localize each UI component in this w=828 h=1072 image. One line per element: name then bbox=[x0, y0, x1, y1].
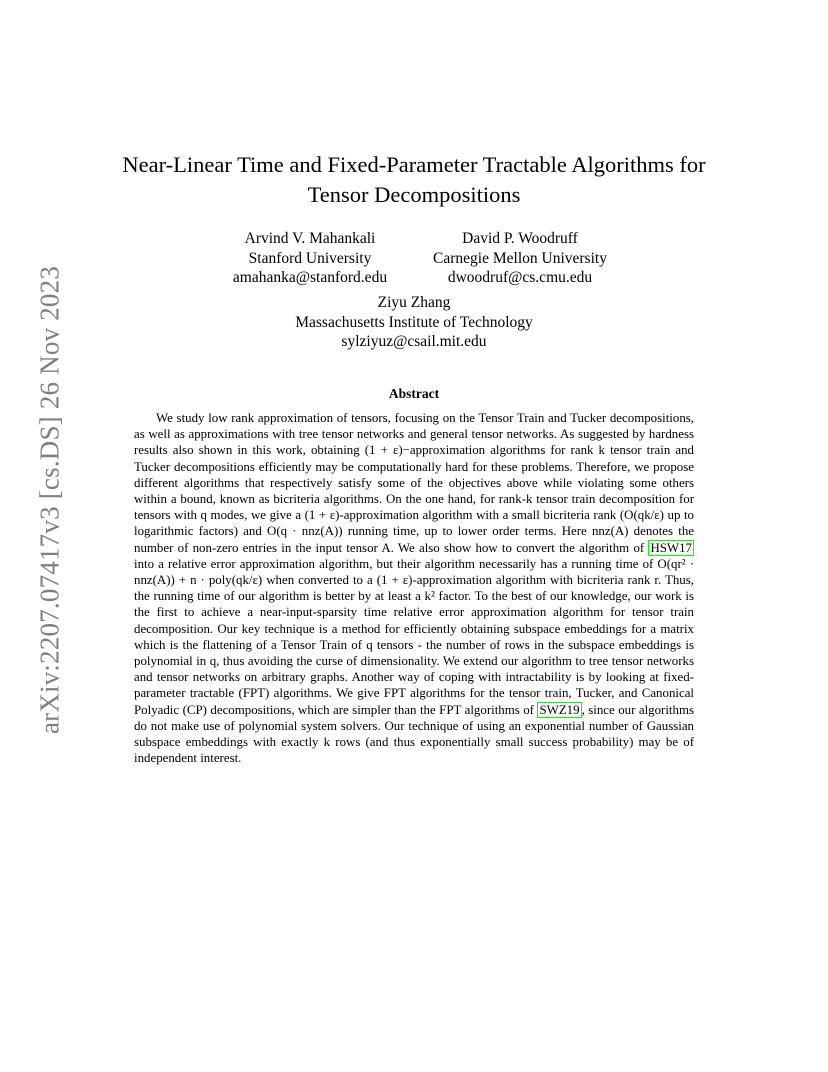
abstract-text-2: into a relative error approximation algorithm, but their algorithm necessarily has a running time of O(qr² · nnz(A)) + n · poly(qk/ε) when converted to a (1 + ε)-approximation algorithm with bicriteria rank r. Thus, the running time of our algorithm is better by at least a k² factor. To the best of our knowledge, our work is the first to achieve a near-input-sparsity time relative error approximation algorithm for tensor train decomposition. Our key technique is a method for efficiently obtaining subspace embeddings for a matrix which is the flattening of a Tensor Train of q tensors - the number of rows in the subspace embeddings is polynomial in q, thus avoiding the curse of dimensionality. We extend our algorithm to tree tensor networks and tensor networks on arbitrary graphs. Another way of coping with intractability is by looking at fixed-parameter tractable (FPT) algorithms. We give FPT algorithms for the tensor train, Tucker, and Canonical Polyadic (CP) decompositions, which are simpler than the FPT algorithms of bbox=[134, 556, 694, 717]
author-block-3 bbox=[254, 293, 574, 352]
abstract-body bbox=[134, 410, 694, 766]
author-affiliation: Carnegie Mellon University bbox=[433, 249, 607, 267]
author-name: David P. Woodruff bbox=[462, 230, 578, 247]
abstract-text-3: , since our algorithms do not make use of polynomial system solvers. Our technique of using an exponential number of Gaussian subspace embeddings with exactly k rows (and thus exponentially small success probability) may be of independent interest. bbox=[134, 702, 694, 766]
author-affiliation: Stanford University bbox=[248, 249, 372, 267]
abstract-heading: Abstract bbox=[388, 386, 440, 401]
author-affiliation: Massachusetts Institute of Technology bbox=[295, 313, 533, 331]
author-email[interactable]: amahanka@stanford.edu bbox=[232, 269, 388, 286]
citation-link-swz19[interactable]: SWZ19 bbox=[539, 702, 580, 717]
title-line-2: Tensor Decompositions bbox=[307, 182, 521, 207]
arxiv-identifier: arXiv:2207.07417v3 [cs.DS] 26 Nov 2023 bbox=[34, 265, 65, 735]
author-block-2 bbox=[410, 229, 630, 288]
author-name: Arvind V. Mahankali bbox=[244, 230, 376, 247]
paper-title bbox=[100, 150, 728, 210]
author-name: Ziyu Zhang bbox=[377, 294, 451, 311]
author-block-1 bbox=[200, 229, 420, 288]
citation-link-hsw17[interactable]: HSW17 bbox=[650, 540, 692, 555]
abstract-text-1: We study low rank approximation of tensors, focusing on the Tensor Train and Tucker decompositions, as well as approximations with tree tensor networks and general tensor networks. As suggested by hardness results also shown in this work, obtaining (1 + ε)−approximation algorithms for rank k tensor train and Tucker decompositions efficiently may be computationally hard for these problems. Therefore, we propose different algorithms that respectively satisfy some of the objectives above while violating some others within a bound, known as bicriteria algorithms. On the one hand, for rank-k tensor train decomposition for tensors with q modes, we give a (1 + ε)-approximation algorithm with a small bicriteria rank (O(qk/ε) up to logarithmic factors) and O(q · nnz(A)) running time, up to lower order terms. Here nnz(A) denotes the number of non-zero entries in the input tensor A. We also show how to convert the algorithm of bbox=[134, 411, 694, 555]
author-email[interactable]: sylziyuz@csail.mit.edu bbox=[341, 333, 487, 350]
title-line-1: Near-Linear Time and Fixed-Parameter Tractable Algorithms for bbox=[122, 152, 706, 177]
author-email[interactable]: dwoodruf@cs.cmu.edu bbox=[447, 269, 593, 286]
